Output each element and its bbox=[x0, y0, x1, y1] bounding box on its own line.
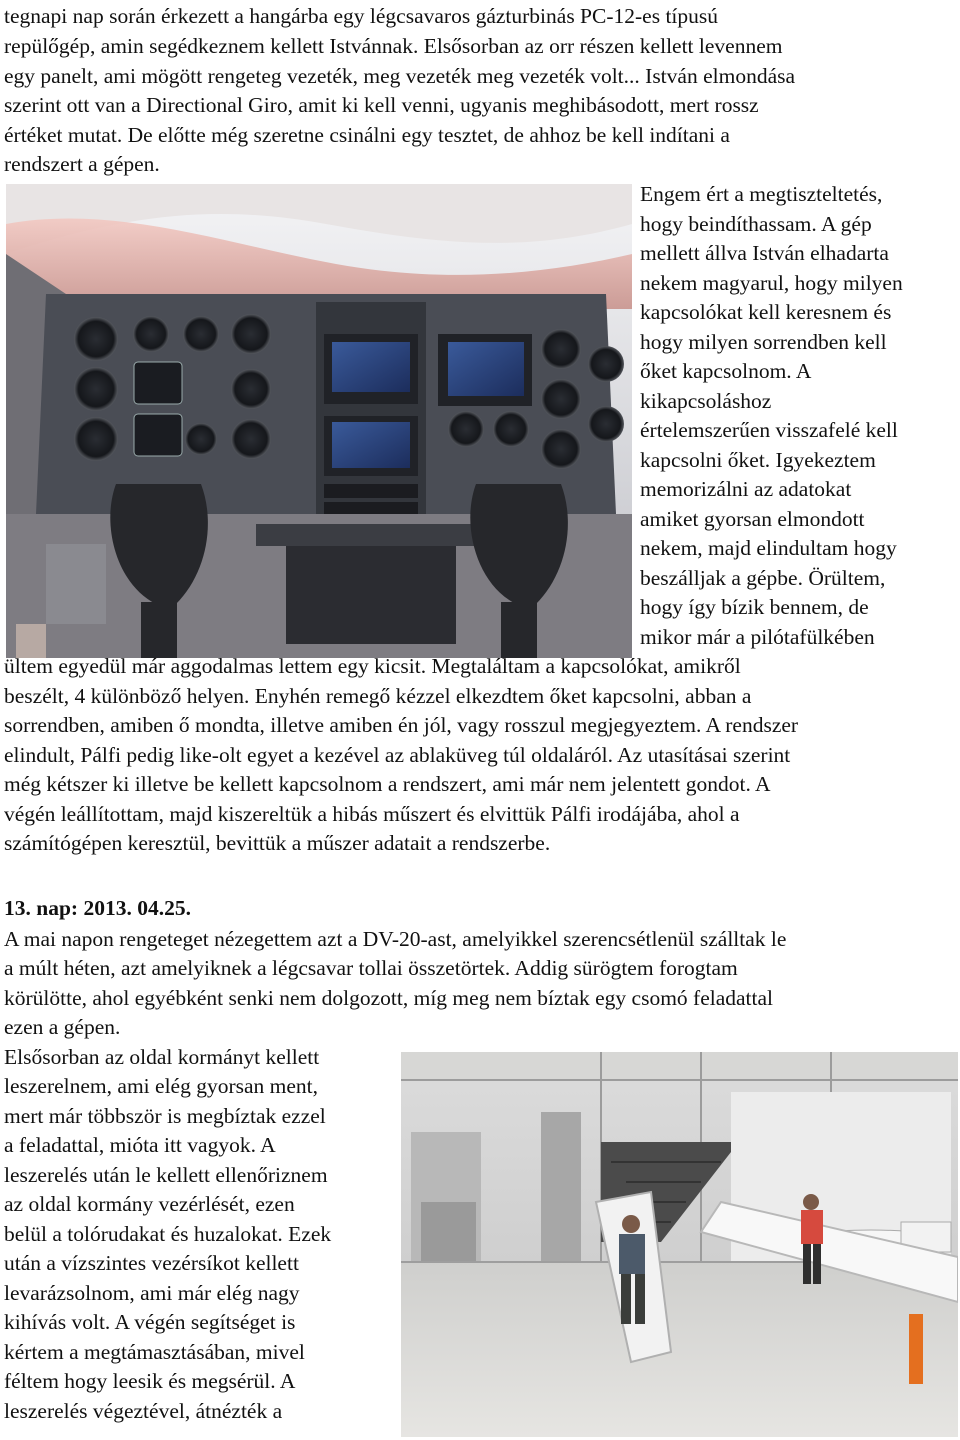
intro-line: értéket mutat. De előtte még szeretne csinálni egy tesztet, de ahhoz be kell indítani a bbox=[4, 123, 730, 147]
right-column-line: nekem magyarul, hogy milyen bbox=[640, 271, 903, 295]
cockpit-photo bbox=[6, 184, 632, 658]
right-column-line: Engem ért a megtiszteltetés, bbox=[640, 182, 883, 206]
day-line: A mai napon rengeteget nézegettem azt a DV-20-ast, amelyikkel szerencsétlenül szálltak le bbox=[4, 927, 787, 951]
right-column-line: kapcsolókat kell keresnem és bbox=[640, 300, 892, 324]
left-column-line: leszerelés végeztével, átnézték a bbox=[4, 1399, 283, 1423]
left-column-line: leszerelnem, ami elég gyorsan ment, bbox=[4, 1074, 319, 1098]
right-column-line: hogy így bízik bennem, de bbox=[640, 595, 869, 619]
day-heading: 13. nap: 2013. 04.25. bbox=[4, 896, 191, 920]
cockpit-image bbox=[6, 184, 632, 658]
day-line: a múlt héten, azt amelyiknek a légcsavar tollai összetörtek. Addig sürögtem forogtam bbox=[4, 956, 738, 980]
right-column-line: amiket gyorsan elmondott bbox=[640, 507, 865, 531]
continuation-line: beszélt, 4 különböző helyen. Enyhén remegő kézzel elkezdtem őket kapcsolni, abban a bbox=[4, 684, 752, 708]
left-column-line: levarázsolnom, ami már elég nagy bbox=[4, 1281, 300, 1305]
right-column-line: mellett állva István elhadarta bbox=[640, 241, 889, 265]
left-column-line: mert már többször is megbíztak ezzel bbox=[4, 1104, 326, 1128]
right-column-line: értelemszerűen visszafelé kell bbox=[640, 418, 898, 442]
intro-line: repülőgép, amin segédkeznem kellett Istvánnak. Elsősorban az orr részen kellett levennem bbox=[4, 34, 783, 58]
day-line: ezen a gépen. bbox=[4, 1015, 121, 1039]
left-column-line: az oldal kormány vezérlését, ezen bbox=[4, 1192, 295, 1216]
intro-line: rendszert a gépen. bbox=[4, 152, 160, 176]
continuation-line: elindult, Pálfi pedig like-olt egyet a kezével az ablaküveg túl oldaláról. Az utasításai szerint bbox=[4, 743, 791, 767]
right-column-line: hogy beindíthassam. A gép bbox=[640, 212, 872, 236]
left-column-line: leszerelés után le kellett ellenőriznem bbox=[4, 1163, 328, 1187]
right-column-line: memorizálni az adatokat bbox=[640, 477, 852, 501]
right-column-line: hogy milyen sorrendben kell bbox=[640, 330, 887, 354]
left-column-line: a feladattal, mióta itt vagyok. A bbox=[4, 1133, 276, 1157]
left-column-line: után a vízszintes vezérsíkot kellett bbox=[4, 1251, 299, 1275]
left-column-line: féltem hogy leesik és megsérül. A bbox=[4, 1369, 296, 1393]
left-column-line: Elsősorban az oldal kormányt kellett bbox=[4, 1045, 320, 1069]
intro-line: szerint ott van a Directional Giro, amit ki kell venni, ugyanis meghibásodott, mert rossz bbox=[4, 93, 759, 117]
left-column-line: kértem a megtámasztásában, mivel bbox=[4, 1340, 305, 1364]
continuation-line: végén leállítottam, majd kiszereltük a hibás műszert és elvittük Pálfi irodájába, ahol a bbox=[4, 802, 740, 826]
continuation-line: ültem egyedül már aggodalmas lettem egy kicsit. Megtaláltam a kapcsolókat, amikről bbox=[4, 654, 741, 678]
left-column-line: belül a tolórudakat és huzalokat. Ezek bbox=[4, 1222, 332, 1246]
right-column-line: kapcsolni őket. Igyekeztem bbox=[640, 448, 876, 472]
day-line: körülötte, ahol egyébként senki nem dolgozott, míg meg nem bíztak egy csomó feladattal bbox=[4, 986, 774, 1010]
intro-line: egy panelt, ami mögött rengeteg vezeték, meg vezeték meg vezeték volt... István elmondása bbox=[4, 64, 796, 88]
right-column-line: nekem, majd elindultam hogy bbox=[640, 536, 897, 560]
hangar-photo bbox=[401, 1052, 958, 1437]
right-column-line: kikapcsoláshoz bbox=[640, 389, 772, 413]
right-column-line: beszálljak a gépbe. Örültem, bbox=[640, 566, 886, 590]
right-column-line: őket kapcsolnom. A bbox=[640, 359, 812, 383]
right-column-line: mikor már a pilótafülkében bbox=[640, 625, 875, 649]
continuation-line: még kétszer ki illetve be kellett kapcsolnom a rendszert, ami már nem jelentett gondot. A bbox=[4, 772, 771, 796]
left-column-line: kihívás volt. A végén segítséget is bbox=[4, 1310, 296, 1334]
hangar-image bbox=[401, 1052, 958, 1437]
continuation-line: számítógépen keresztül, bevittük a műszer adatait a rendszerbe. bbox=[4, 831, 551, 855]
intro-line: tegnapi nap során érkezett a hangárba egy légcsavaros gázturbinás PC-12-es típusú bbox=[4, 4, 719, 28]
continuation-line: sorrendben, amiben ő mondta, illetve amiben én jól, vagy rosszul megjegyeztem. A rendszer bbox=[4, 713, 799, 737]
